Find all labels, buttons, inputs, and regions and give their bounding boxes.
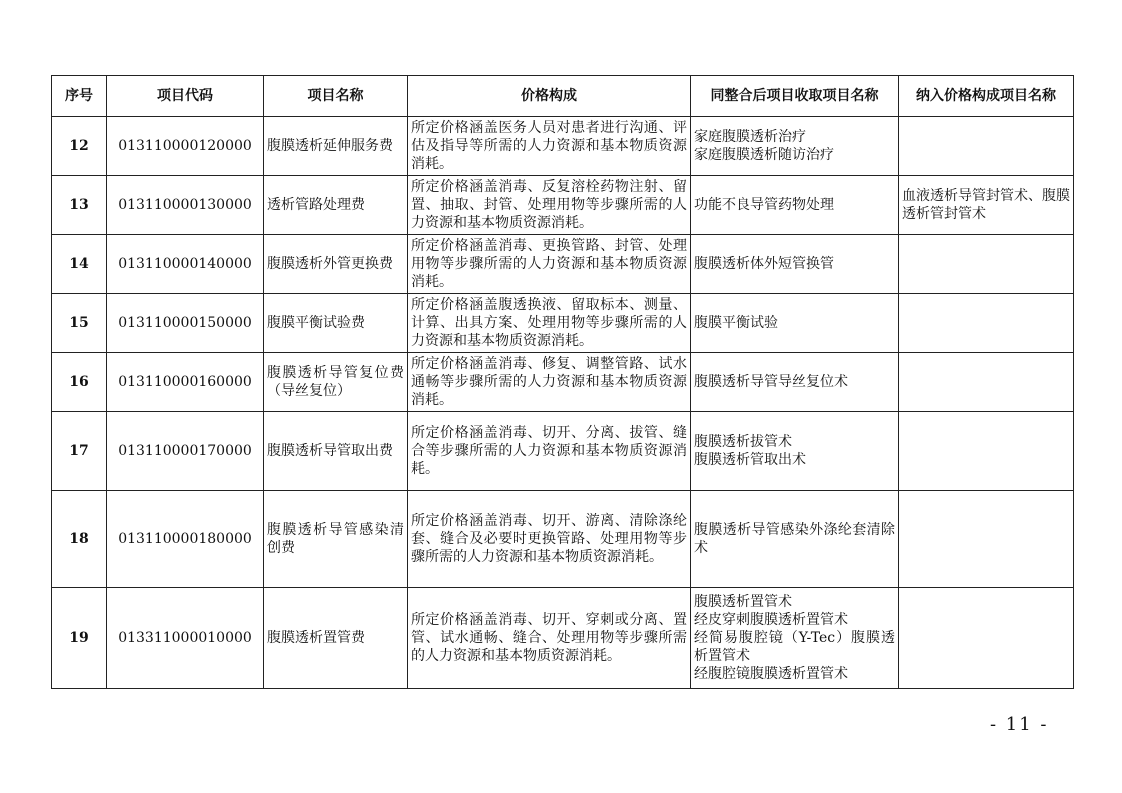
row-composition: 所定价格涵盖消毒、更换管路、封管、处理用物等步骤所需的人力资源和基本物质资源消耗。 [408,235,691,294]
row-merged [691,353,899,412]
row-name: 腹膜透析置管费 [264,588,408,689]
row-included: 血液透析导管封管术、腹膜透析管封管术 [899,176,1074,235]
row-name: 腹膜透析导管感染清创费 [264,491,408,588]
row-included [899,117,1074,176]
row-code: 013110000150000 [107,294,264,353]
row-merged [691,235,899,294]
row-name: 透析管路处理费 [264,176,408,235]
row-merged [691,117,899,176]
table-row [52,117,1074,176]
merged-item: 腹膜透析置管术 [694,594,792,610]
row-merged [691,412,899,491]
pricing-table [51,75,1074,689]
row-seq: 12 [52,117,107,176]
merged-item: 腹膜透析导管导丝复位术 [694,374,848,390]
row-code: 013110000170000 [107,412,264,491]
merged-item: 腹膜透析导管感染外涤纶套清除术 [694,522,895,556]
header-included: 纳入价格构成项目名称 [899,76,1074,117]
row-seq: 17 [52,412,107,491]
merged-item: 经简易腹腔镜（Y-Tec）腹膜透析置管术 [694,630,895,664]
table-row [52,176,1074,235]
table-row [52,235,1074,294]
row-included [899,235,1074,294]
row-merged [691,294,899,353]
row-composition: 所定价格涵盖消毒、切开、穿刺或分离、置管、试水通畅、缝合、处理用物等步骤所需的人力资源和基本物质资源消耗。 [408,588,691,689]
row-composition: 所定价格涵盖消毒、修复、调整管路、试水通畅等步骤所需的人力资源和基本物质资源消耗。 [408,353,691,412]
merged-item: 腹膜透析拔管术 [694,434,792,450]
table-row [52,353,1074,412]
header-seq: 序号 [52,76,107,117]
row-included [899,588,1074,689]
row-seq: 13 [52,176,107,235]
row-merged [691,176,899,235]
row-included [899,353,1074,412]
merged-item: 腹膜平衡试验 [694,315,778,331]
row-merged [691,588,899,689]
row-composition: 所定价格涵盖消毒、切开、分离、拔管、缝合等步骤所需的人力资源和基本物质资源消耗。 [408,412,691,491]
row-composition: 所定价格涵盖腹透换液、留取标本、测量、计算、出具方案、处理用物等步骤所需的人力资源和基本物质资源消耗。 [408,294,691,353]
row-code: 013110000180000 [107,491,264,588]
row-code: 013311000010000 [107,588,264,689]
header-code: 项目代码 [107,76,264,117]
row-included [899,491,1074,588]
row-name: 腹膜平衡试验费 [264,294,408,353]
row-seq: 16 [52,353,107,412]
row-composition: 所定价格涵盖医务人员对患者进行沟通、评估及指导等所需的人力资源和基本物质资源消耗。 [408,117,691,176]
merged-item: 经腹腔镜腹膜透析置管术 [694,666,848,682]
row-code: 013110000140000 [107,235,264,294]
table-row [52,412,1074,491]
merged-item: 经皮穿刺腹膜透析置管术 [694,612,848,628]
table-row [52,491,1074,588]
row-code: 013110000160000 [107,353,264,412]
table-header-row [52,76,1074,117]
row-composition: 所定价格涵盖消毒、反复溶栓药物注射、留置、抽取、封管、处理用物等步骤所需的人力资源和基本物质资源消耗。 [408,176,691,235]
row-name: 腹膜透析外管更换费 [264,235,408,294]
header-name: 项目名称 [264,76,408,117]
row-seq: 15 [52,294,107,353]
row-code: 013110000120000 [107,117,264,176]
row-seq: 18 [52,491,107,588]
row-included [899,412,1074,491]
row-seq: 19 [52,588,107,689]
header-merged: 同整合后项目收取项目名称 [691,76,899,117]
row-name: 腹膜透析延伸服务费 [264,117,408,176]
header-composition: 价格构成 [408,76,691,117]
row-name: 腹膜透析导管取出费 [264,412,408,491]
row-composition: 所定价格涵盖消毒、切开、游离、清除涤纶套、缝合及必要时更换管路、处理用物等步骤所需的人力资源和基本物质资源消耗。 [408,491,691,588]
merged-item: 腹膜透析管取出术 [694,452,806,468]
table-row [52,294,1074,353]
row-merged [691,491,899,588]
table-row [52,588,1074,689]
merged-item: 功能不良导管药物处理 [694,197,834,213]
merged-item: 腹膜透析体外短管换管 [694,256,834,272]
row-included [899,294,1074,353]
row-code: 013110000130000 [107,176,264,235]
merged-item: 家庭腹膜透析治疗 [694,129,806,145]
page-number: - 11 - [990,714,1049,735]
row-seq: 14 [52,235,107,294]
row-name: 腹膜透析导管复位费（导丝复位） [264,353,408,412]
merged-item: 家庭腹膜透析随访治疗 [694,147,834,163]
